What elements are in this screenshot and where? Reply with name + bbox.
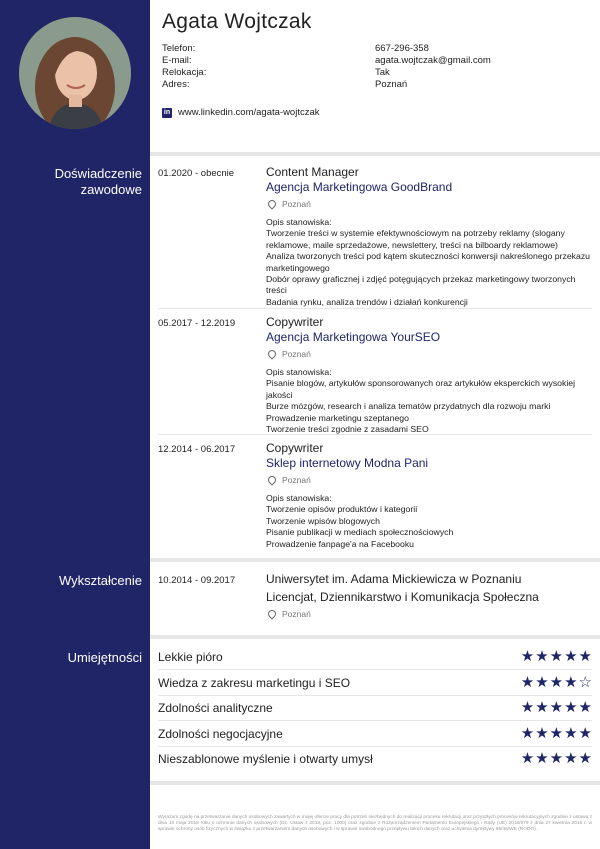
section-title-experience: Doświadczenie zawodowe (54, 166, 142, 197)
star-filled-icon: ★ (535, 699, 549, 716)
description-line: Tworzenie opisów produktów i kategorii (266, 504, 418, 515)
phone-label: Telefon: (162, 43, 196, 54)
phone-value: 667-296-358 (375, 43, 429, 54)
description-line: Badania rynku, analiza trendów i działań konkurencji (266, 296, 468, 307)
location-text: Poznań (282, 199, 311, 209)
skill-row (158, 746, 592, 771)
skill-row (158, 670, 592, 695)
profile-photo (19, 17, 131, 129)
description-line: Prowadzenie fanpage'a na Facebooku (266, 538, 415, 549)
description-line: Dobór oprawy graficznej i zdjęć potęgujących przekaz marketingowy tworzonych treści (266, 274, 576, 296)
star-filled-icon: ★ (535, 750, 549, 767)
location-text: Poznań (282, 475, 311, 485)
star-filled-icon: ★ (549, 648, 564, 665)
star-filled-icon: ★ (535, 648, 549, 665)
job-dates: 05.2017 - 12.2019 (158, 318, 236, 329)
description-line: Tworzenie treści zgodnie z zasadami SEO (266, 424, 429, 435)
company-name: Agencja Marketingowa GoodBrand (266, 180, 453, 194)
star-filled-icon: ★ (564, 648, 578, 665)
relocation-value: Tak (375, 67, 390, 78)
star-filled-icon: ★ (520, 725, 535, 742)
star-filled-icon: ★ (520, 648, 535, 665)
location-pin-icon (266, 608, 277, 619)
star-empty-icon: ☆ (578, 674, 592, 691)
job-title: Copywriter (266, 441, 324, 455)
description-line: Tworzenie wpisów blogowych (266, 515, 380, 526)
job-location (266, 199, 592, 209)
description-line: Tworzenie treści w systemie efektywnościowym na potrzeby reklamy (slogany reklamowe, maile sprzedażowe, newslettery, treści na bilboardy reklamowe) (266, 228, 565, 250)
degree: Licencjat, Dziennikarstwo i Komunikacja Społeczna (266, 590, 539, 604)
star-filled-icon: ★ (549, 725, 564, 742)
email-label: E-mail: (162, 55, 192, 66)
relocation-label: Relokacja: (162, 67, 207, 78)
star-filled-icon: ★ (578, 750, 592, 767)
contact-labels (162, 43, 206, 91)
description-label: Opis stanowiska: (266, 217, 332, 227)
star-filled-icon: ★ (578, 725, 592, 742)
job-entry (266, 165, 592, 308)
star-filled-icon: ★ (549, 750, 564, 767)
description-line: Pisanie blogów, artykułów sponsorowanych oraz artykułów eksperckich wysokiej jakości (266, 378, 576, 400)
star-filled-icon: ★ (535, 725, 549, 742)
job-entry (266, 315, 592, 435)
gdpr-consent: Wyrażam zgodę na przetwarzanie danych osobowych zawartych w mojej ofercie pracy dla potrzeb niezbędnych do realizacji procesu rekrutacji oraz przyszłych procesów rekrutacyjnych zgodnie z ustawą z dnia 10 maja 2018 roku o ochronie danych osobowych (Dz. Ustaw z 2018, poz. 1000) oraz zgodnie z Rozporządzeniem Parlamentu Europejskiego i Rady (UE) 2016/679 z dnia 27 kwietnia 2016 r. w sprawie ochrony osób fizycznych w związku z przetwarzaniem danych osobowych i w sprawie swobodnego przepływu takich danych oraz uchylenia dyrektywy 95/46/WE (RODO). (158, 815, 592, 832)
linkedin-link[interactable]: www.linkedin.com/agata-wojtczak (178, 107, 320, 118)
skill-rating (521, 649, 592, 664)
star-filled-icon: ★ (549, 699, 564, 716)
company-name: Agencja Marketingowa YourSEO (266, 330, 441, 344)
description-label: Opis stanowiska: (266, 493, 332, 503)
job-location (266, 349, 592, 359)
job-description (266, 217, 592, 308)
location-text: Poznań (282, 349, 311, 359)
description-line: Burze mózgów, research i analiza tematów przydatnych dla rozwoju marki (266, 401, 551, 412)
skill-name: Zdolności analityczne (158, 700, 273, 715)
skill-name: Wiedza z zakresu marketingu i SEO (158, 675, 351, 690)
address-label: Adres: (162, 79, 190, 90)
skill-row (158, 644, 592, 669)
location-pin-icon (266, 348, 277, 359)
section-divider (150, 558, 600, 562)
description-label: Opis stanowiska: (266, 367, 332, 377)
star-filled-icon: ★ (520, 750, 535, 767)
section-divider (150, 152, 600, 156)
linkedin-row[interactable] (162, 107, 320, 118)
skill-rating (521, 675, 592, 690)
description-line: Pisanie publikacji w mediach społecznościowych (266, 527, 454, 538)
star-filled-icon: ★ (578, 648, 592, 665)
star-filled-icon: ★ (578, 699, 592, 716)
school-name: Uniwersytet im. Adama Mickiewicza w Poznaniu (266, 572, 522, 586)
location-pin-icon (266, 474, 277, 485)
description-line: Analiza tworzonych treści pod kątem skuteczności konwersji nakreślonego przekazu marketingowego (266, 251, 591, 273)
job-dates: 01.2020 - obecnie (158, 168, 235, 179)
education-entry (266, 572, 592, 619)
skill-row (158, 721, 592, 746)
skill-rating (521, 751, 592, 766)
star-filled-icon: ★ (520, 674, 535, 691)
section-title-education: Wykształcenie (59, 573, 142, 588)
section-divider (150, 781, 600, 785)
education-location (266, 609, 592, 619)
section-divider (150, 635, 600, 639)
star-filled-icon: ★ (520, 699, 535, 716)
job-entry (266, 441, 592, 550)
job-title: Copywriter (266, 315, 324, 329)
star-filled-icon: ★ (564, 699, 578, 716)
candidate-name: Agata Wojtczak (162, 10, 312, 33)
profile-photo-image (19, 17, 131, 129)
email-value[interactable]: agata.wojtczak@gmail.com (375, 55, 491, 66)
skill-name: Zdolności negocjacyjne (158, 726, 283, 741)
location-text: Poznań (282, 609, 311, 619)
star-filled-icon: ★ (549, 674, 564, 691)
entry-separator (158, 434, 592, 435)
description-line: Prowadzenie marketingu szeptanego (266, 412, 409, 423)
job-description (266, 367, 592, 435)
skill-rating (521, 700, 592, 715)
linkedin-icon: in (163, 109, 171, 116)
contact-values (375, 43, 491, 91)
job-title: Content Manager (266, 165, 359, 179)
job-location (266, 475, 592, 485)
star-filled-icon: ★ (564, 725, 578, 742)
section-title-skills: Umiejętności (67, 650, 142, 665)
star-filled-icon: ★ (535, 674, 549, 691)
skill-row (158, 695, 592, 720)
skill-name: Lekkie pióro (158, 649, 223, 664)
skill-rating (521, 726, 592, 741)
address-value: Poznań (375, 79, 408, 90)
location-pin-icon (266, 198, 277, 209)
job-description (266, 493, 592, 550)
star-filled-icon: ★ (564, 674, 578, 691)
skill-name: Nieszablonowe myślenie i otwarty umysł (158, 751, 373, 766)
star-filled-icon: ★ (564, 750, 578, 767)
education-dates: 10.2014 - 09.2017 (158, 575, 236, 586)
job-dates: 12.2014 - 06.2017 (158, 444, 236, 455)
company-name: Sklep internetowy Modna Pani (266, 456, 429, 470)
entry-separator (158, 308, 592, 309)
